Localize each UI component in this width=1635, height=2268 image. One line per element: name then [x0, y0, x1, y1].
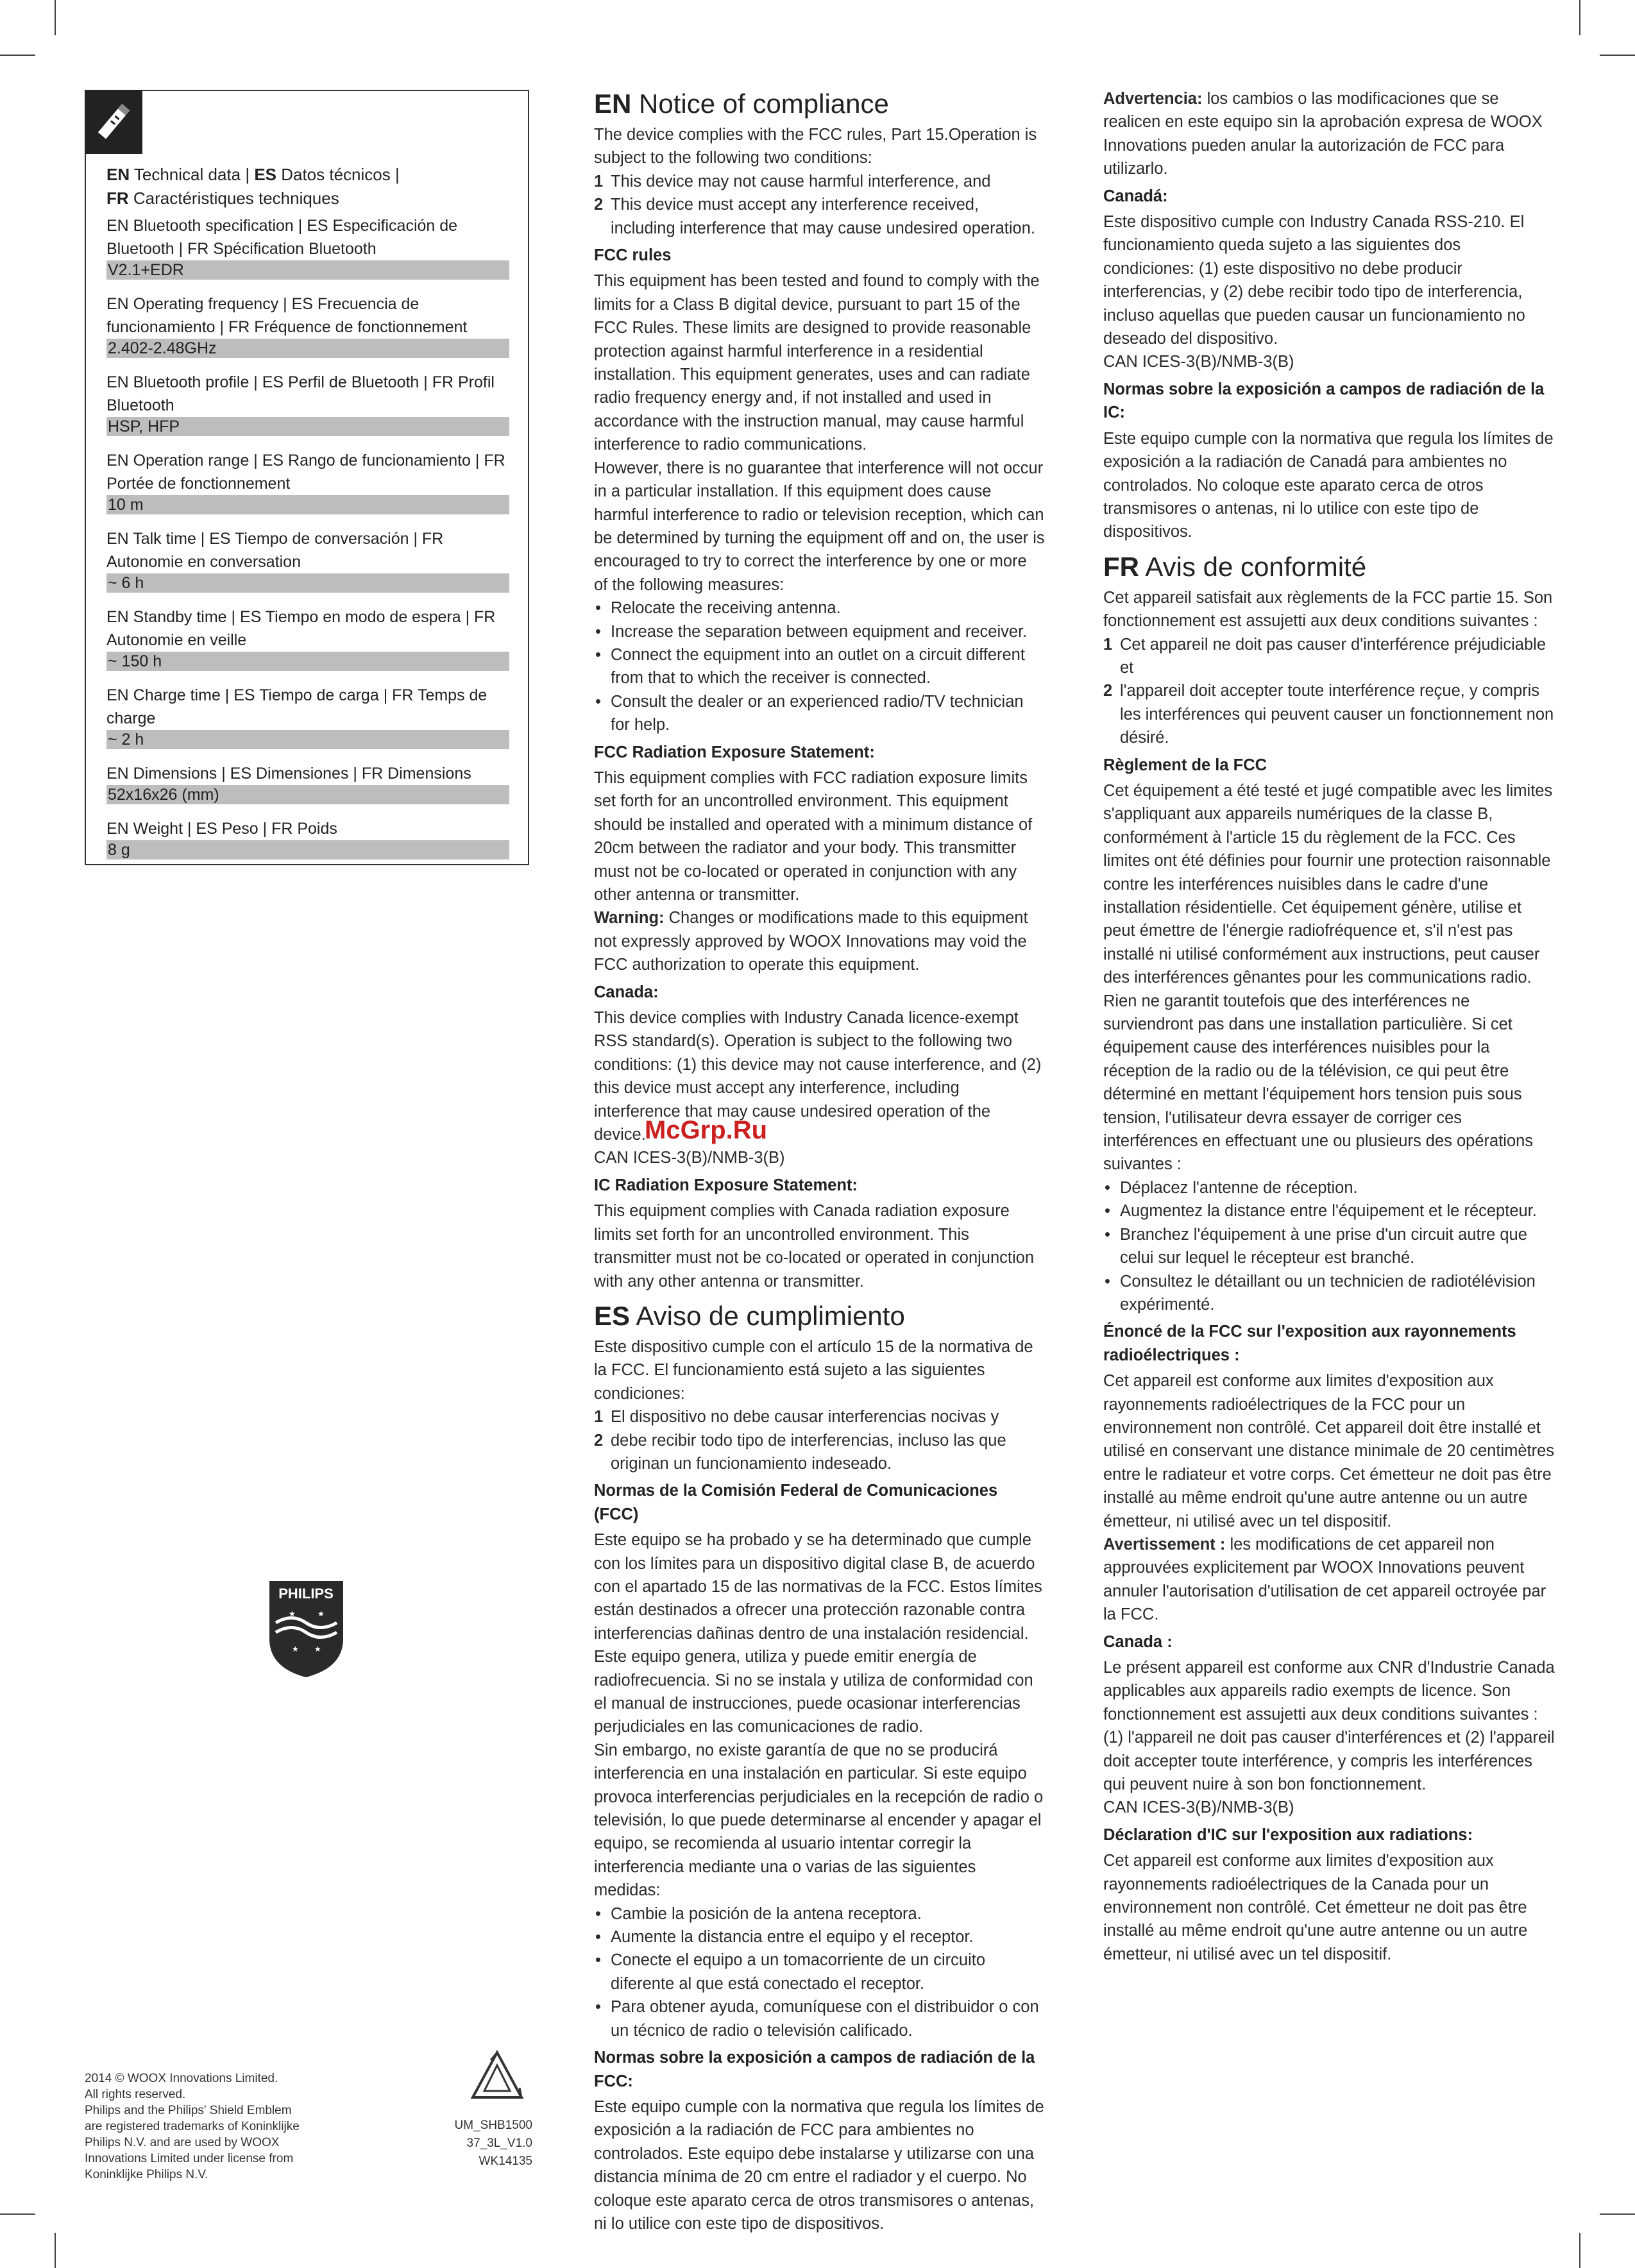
fr-notice-column	[1103, 87, 1555, 1966]
fr-measure-item	[1103, 1176, 1555, 1199]
copyright-line: Koninklijke Philips N.V.	[85, 2168, 208, 2181]
bullet-icon: •	[595, 645, 601, 664]
spec-label: EN Bluetooth profile | ES Perfil de Bluetooth | FR Profil Bluetooth	[106, 373, 495, 414]
copyright-footer	[85, 2070, 300, 2183]
condition-text: l'appareil doit accepter toute interférence reçue, y compris les interférences qui peuvent causer un fonctionnement non désiré.	[1120, 682, 1554, 747]
bullet-icon: •	[1105, 1272, 1110, 1291]
spec-label: EN Dimensions | ES Dimensiones | FR Dimensions	[106, 765, 471, 783]
es-measure-item	[594, 1902, 1045, 1925]
condition-number: 2	[594, 196, 604, 214]
recycle-icon	[465, 2046, 529, 2110]
spec-label: EN Bluetooth specification | ES Especificación de Bluetooth | FR Spécification Bluetooth	[106, 217, 458, 258]
measure-text: Increase the separation between equipment and receiver.	[611, 622, 1028, 641]
en-canada-title: Canada:	[594, 983, 659, 1001]
spec-value: 52x16x26 (mm)	[106, 785, 509, 804]
fr-canada-title: Canada :	[1103, 1632, 1173, 1651]
bullet-icon: •	[1105, 1225, 1110, 1244]
en-radiation-text: This equipment complies with FCC radiation exposure limits set forth for an uncontrolled environment. This equipment should be installed and operated with a minimum distance of 20cm between the radiator and your body. This transmitter must not be co-located or operated in conjunction with any other antenna or transmitter.	[594, 768, 1033, 904]
spec-label: EN Weight | ES Peso | FR Poids	[106, 820, 337, 838]
condition-number: 2	[1103, 682, 1113, 700]
copyright-line: Philips and the Philips' Shield Emblem	[85, 2104, 292, 2117]
fr-enonce-text: Cet appareil est conforme aux limites d'exposition aux rayonnements radioélectriques de la FCC pour un environnement non contrôlé. Cet appareil doit être installé et utilisé en conservant une distance minimale de 20 centimètres entre le radiateur et votre corps. Cet émetteur ne doit pas être installé au même endroit qu'une autre antenne ou un autre émetteur, ni utilisé avec un tel dispositif.	[1103, 1372, 1555, 1530]
en-canada-text: This device complies with Industry Canada licence-exempt RSS standard(s). Operation is subject to the following two conditions: (1) this device may not cause interference, and (2) this device must accept any interference, including interference that may cause undesired operation of the device.	[594, 1009, 1042, 1144]
fr-condition-item	[1103, 679, 1555, 749]
measure-text: Cambie la posición de la antena receptora.	[611, 1904, 922, 1923]
fr-ic-title: Déclaration d'IC sur l'exposition aux radiations:	[1103, 1825, 1473, 1844]
crop-mark	[55, 2233, 56, 2268]
es-measure-item	[594, 1995, 1045, 2042]
measure-text: Aumente la distancia entre el equipo y el receptor.	[611, 1928, 974, 1947]
spec-item	[106, 214, 509, 280]
fr-measure-item	[1103, 1199, 1555, 1223]
en-condition-item	[594, 170, 1045, 193]
spec-value: 8 g	[106, 840, 509, 859]
en-however-text: However, there is no guarantee that interference will not occur in a particular installation. If this equipment does cause harmful interference to radio or television reception, which can be determined by turning the equipment off and on, the user is encouraged to try to correct the interference by one or more of the following measures:	[594, 459, 1045, 594]
crop-mark	[0, 2213, 35, 2215]
es-fcc-text: Este equipo se ha probado y se ha determinado que cumple con los límites para un dispositivo digital clase B, de acuerdo con el apartado 15 de las normativas de la FCC. Estos límites están destinados a ofrecer una protección razonable contra interferencias dañinas dentro de una instalación residencial. Este equipo genera, utiliza y puede emitir energía de radiofrecuencia. Si no se instala y utiliza de conformidad con el manual de instrucciones, puede ocasionar interferencias perjudiciales en las comunicaciones de radio.	[594, 1531, 1042, 1736]
fr-enonce-title: Énoncé de la FCC sur l'exposition aux rayonnements radioélectriques :	[1103, 1323, 1516, 1364]
watermark-text: McGrp.Ru	[645, 1116, 768, 1144]
fr-measure-item	[1103, 1270, 1555, 1317]
es-canada-title: Canadá:	[1103, 187, 1168, 205]
spec-label: EN Operation range | ES Rango de funcionamiento | FR Portée de fonctionnement	[106, 452, 505, 493]
condition-text: debe recibir todo tipo de interferencias, incluso las que originan un funcionamiento indeseado.	[611, 1431, 1006, 1473]
spec-label: EN Charge time | ES Tiempo de carga | FR Temps de charge	[106, 686, 487, 727]
box-tab	[85, 90, 142, 154]
en-ic-title: IC Radiation Exposure Statement:	[594, 1176, 858, 1194]
es-intro: Este dispositivo cumple con el artículo 15 de la normativa de la FCC. El funcionamiento está sujeto a las siguientes condiciones:	[594, 1337, 1033, 1403]
bullet-icon: •	[1105, 1178, 1110, 1197]
condition-number: 1	[1103, 635, 1113, 654]
es-condition-item	[594, 1429, 1045, 1476]
en-measure-item	[594, 597, 1045, 620]
en-intro: The device complies with the FCC rules, Part 15.Operation is subject to the following two conditions:	[594, 126, 1037, 167]
technical-data-list	[106, 163, 509, 872]
spec-value: ~ 2 h	[106, 730, 509, 749]
spec-item	[106, 762, 509, 804]
es-canada-text: Este dispositivo cumple con Industry Canada RSS-210. El funcionamiento queda sujeto a las siguientes dos condiciones: (1) este dispositivo no debe producir interferencias, y (2) debe recibir todo tipo de interferencia, incluso aquellas que pueden causar un funcionamiento no deseado del dispositivo.	[1103, 213, 1525, 348]
technical-data-title: EN Technical data | ES Datos técnicos | FR Caractéristiques techniques	[106, 165, 400, 208]
measure-text: Conecte el equipo a un tomacorriente de un circuito diferente al que está conectado el receptor.	[611, 1951, 986, 1993]
fr-reglement-title: Règlement de la FCC	[1103, 756, 1267, 774]
spec-value: ~ 150 h	[106, 652, 509, 671]
condition-text: This device must accept any interference received, including interference that may cause undesired operation.	[611, 196, 1035, 237]
spec-value: V2.1+EDR	[106, 260, 509, 280]
spec-item	[106, 817, 509, 859]
crop-mark	[1600, 55, 1635, 56]
copyright-line: Philips N.V. and are used by WOOX	[85, 2136, 280, 2149]
bullet-icon: •	[595, 1951, 601, 1970]
svg-text:★: ★	[318, 1609, 325, 1618]
condition-number: 1	[594, 172, 604, 190]
measure-text: Relocate the receiving antenna.	[611, 599, 841, 618]
document-code-line: 37_3L_V1.0	[466, 2137, 532, 2150]
en-condition-item	[594, 193, 1045, 240]
bullet-icon: •	[595, 1928, 601, 1947]
svg-text:★: ★	[314, 1645, 321, 1654]
document-code-line: UM_SHB1500	[454, 2119, 532, 2132]
measure-text: Consultez le détaillant ou un technicien de radiotélévision expérimenté.	[1120, 1272, 1536, 1314]
crop-mark	[1579, 2233, 1580, 2268]
fr-condition-item	[1103, 633, 1555, 680]
es-measure-item	[594, 1925, 1045, 1949]
crop-mark	[0, 55, 35, 56]
en-ic-text: This equipment complies with Canada radiation exposure limits set forth for an uncontrolled environment. This transmitter must not be co-located or operated in conjunction with any other antenna or transmitter.	[594, 1202, 1035, 1291]
en-fcc-rules-title: FCC rules	[594, 246, 672, 265]
svg-text:★: ★	[289, 1609, 296, 1618]
spec-value: ~ 6 h	[106, 573, 509, 593]
condition-text: El dispositivo no debe causar interferencias nocivas y	[611, 1408, 999, 1426]
spec-item	[106, 449, 509, 514]
crop-mark	[55, 0, 56, 35]
philips-brand-text: PHILIPS	[278, 1586, 334, 1602]
es-fcc-title: Normas de la Comisión Federal de Comunicaciones (FCC)	[594, 1482, 998, 1523]
fr-reglement-text: Cet équipement a été testé et jugé compatible avec les limites s'appliquant aux appareils numériques de la classe B, conformément à l'article 15 du règlement de la FCC. Ces limites ont été définies pour fournir une protection raisonnable contre les interférences nuisibles dans le cadre d'une installation résidentielle. Cet équipement génère, utilise et peut émettre de l'énergie radiofréquence et, s'il n'est pas installé ni utilisé conformément aux instructions, peut causer des interférences gênantes pour les communications radio. Rien ne garantit toutefois que des interférences ne surviendront pas dans une installation particulière. Si cet équipement cause des interférences nuisibles pour la réception de la radio ou de la télévision, ce qui peut être déterminé en mettant l'équipement hors tension puis sous tension, l'utilisateur devra essayer de corriger ces interférences en effectuant une ou plusieurs des opérations suivantes :	[1103, 781, 1553, 1174]
fr-ic-text: Cet appareil est conforme aux limites d'exposition aux rayonnements radioélectriques de la Canada pour un environnement non contrôlé. Cet émetteur ne doit pas être installé au même endroit qu'une autre antenne ou un autre émetteur, ni utilisé avec un tel dispositif.	[1103, 1852, 1528, 1963]
es-ic-title: Normas sobre la exposición a campos de radiación de la IC:	[1103, 380, 1545, 422]
measure-text: Connect the equipment into an outlet on a circuit different from that to which the receiver is connected.	[611, 645, 1025, 688]
es-exposure-text: Este equipo cumple con la normativa que regula los límites de exposición a la radiación de FCC para ambientes no controlados. Este equipo debe instalarse y utilizarse con una distancia mínima de 20 cm entre el radiador y el cuerpo. No coloque este aparato cerca de otros transmisores o antenas, ni lo utilice con este tipo de dispositivos.	[594, 2097, 1044, 2233]
bullet-icon: •	[1105, 1202, 1110, 1221]
crop-mark	[1600, 2213, 1635, 2215]
spec-item	[106, 527, 509, 593]
fr-intro: Cet appareil satisfait aux règlements de la FCC partie 15. Son fonctionnement est assujetti aux deux conditions suivantes :	[1103, 588, 1553, 630]
es-ic-text: Este equipo cumple con la normativa que regula los límites de exposición a la radiación de Canadá para ambientes no controlados. No coloque este aparato cerca de otros transmisores o antenas, ni lo utilice con este tipo de dispositivos.	[1103, 429, 1554, 541]
condition-text: Cet appareil ne doit pas causer d'interférence préjudiciable et	[1120, 635, 1546, 677]
copyright-line: 2014 © WOOX Innovations Limited.	[85, 2072, 278, 2085]
fr-section-title: FR Avis de conformité	[1103, 551, 1367, 582]
spec-label: EN Operating frequency | ES Frecuencia de funcionamiento | FR Fréquence de fonctionnement	[106, 295, 468, 336]
spec-label: EN Talk time | ES Tiempo de conversación | FR Autonomie en conversation	[106, 530, 444, 571]
es-section-title: ES Aviso de cumplimiento	[594, 1300, 905, 1331]
condition-number: 2	[594, 1431, 604, 1450]
spec-value: HSP, HFP	[106, 417, 509, 436]
crop-mark	[1579, 0, 1580, 35]
fr-avertissement: Avertissement : les modifications de cet appareil non approuvées explicitement par WOOX Innovations peuvent annuler l'autorisation d'utilisation de cet appareil octroyée par la FCC.	[1103, 1535, 1546, 1624]
copyright-line: All rights reserved.	[85, 2088, 186, 2101]
en-section-title: EN Notice of compliance	[594, 89, 889, 119]
spec-item	[106, 684, 509, 749]
bullet-icon: •	[595, 1904, 601, 1923]
fr-canada-text: Le présent appareil est conforme aux CNR d'Industrie Canada applicables aux appareils radio exempts de licence. Son fonctionnement est assujetti aux deux conditions suivantes : (1) l'appareil ne doit pas causer d'interférences et (2) l'appareil doit accepter toute interférence, y compris les interférences qui peuvent nuire à son bon fonctionnement.	[1103, 1659, 1555, 1794]
es-exposure-title: Normas sobre la exposición a campos de radiación de la FCC:	[594, 2049, 1035, 2090]
condition-text: This device may not cause harmful interference, and	[611, 172, 991, 190]
technical-data-box	[85, 90, 529, 865]
bullet-icon: •	[595, 599, 601, 618]
pen-icon	[85, 90, 142, 154]
en-warning: Warning: Changes or modifications made to this equipment not expressly approved by WOOX Innovations may void the FCC authorization to operate this equipment.	[594, 909, 1028, 974]
en-measure-item	[594, 620, 1045, 643]
en-canada-code: CAN ICES-3(B)/NMB-3(B)	[594, 1149, 785, 1167]
es-advertencia: Advertencia: los cambios o las modificaciones que se realicen en este equipo sin la aprobación expresa de WOOX Innovations pueden anular la autorización de FCC para utilizarlo.	[1103, 90, 1543, 178]
en-measure-item	[594, 690, 1045, 737]
copyright-line: are registered trademarks of Koninklijke	[85, 2120, 300, 2133]
fr-canada-code: CAN ICES-3(B)/NMB-3(B)	[1103, 1798, 1294, 1817]
bullet-icon: •	[595, 622, 601, 641]
measure-text: Branchez l'équipement à une prise d'un circuit autre que celui sur lequel le récepteur est branché.	[1120, 1225, 1527, 1267]
spec-item	[106, 371, 509, 436]
en-notice-column	[594, 87, 1045, 2235]
spec-value: 2.402-2.48GHz	[106, 339, 509, 358]
en-radiation-title: FCC Radiation Exposure Statement:	[594, 743, 875, 761]
copyright-line: Innovations Limited under license from	[85, 2152, 294, 2165]
measure-text: Déplacez l'antenne de réception.	[1120, 1178, 1358, 1197]
document-code	[443, 2117, 532, 2171]
spec-label: EN Standby time | ES Tiempo en modo de espera | FR Autonomie en veille	[106, 608, 496, 649]
spec-item	[106, 605, 509, 671]
document-code-line: WK14135	[479, 2154, 532, 2168]
svg-text:★: ★	[292, 1645, 299, 1654]
spec-value: 10 m	[106, 495, 509, 514]
en-measure-item	[594, 643, 1045, 690]
bullet-icon: •	[595, 1998, 601, 2017]
philips-shield-logo	[266, 1578, 346, 1680]
measure-text: Augmentez la distance entre l'équipement et le récepteur.	[1120, 1202, 1537, 1221]
condition-number: 1	[594, 1408, 604, 1426]
bullet-icon: •	[595, 692, 601, 711]
fr-measure-item	[1103, 1223, 1555, 1270]
measure-text: Consult the dealer or an experienced radio/TV technician for help.	[611, 692, 1024, 734]
es-condition-item	[594, 1405, 1045, 1428]
spec-item	[106, 292, 509, 358]
es-canada-code: CAN ICES-3(B)/NMB-3(B)	[1103, 353, 1294, 371]
es-measure-item	[594, 1949, 1045, 1995]
es-sin-embargo: Sin embargo, no existe garantía de que no se producirá interferencia en una instalación en particular. Si este equipo provoca interferencias perjudiciales en la recepción de radio o televisión, lo que puede determinarse al encender y apagar el equipo, se recomienda al usuario intentar corregir la interferencia mediante una o varias de las siguientes medidas:	[594, 1741, 1044, 1900]
en-fcc-rules-text: This equipment has been tested and found to comply with the limits for a Class B digital device, pursuant to part 15 of the FCC Rules. These limits are designed to provide reasonable protection against harmful interference in a residential installation. This equipment generates, uses and can radiate radio frequency energy and, if not installed and used in accordance with the instruction manual, may cause harmful interference to radio communications.	[594, 272, 1040, 454]
measure-text: Para obtener ayuda, comuníquese con el distribuidor o con un técnico de radio o televisión calificado.	[611, 1998, 1039, 2040]
